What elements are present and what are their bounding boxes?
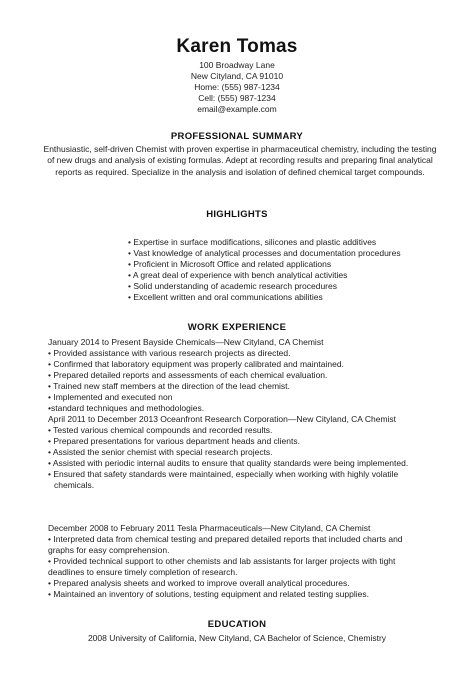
job-entry bbox=[48, 337, 468, 414]
job-bullet: • Implemented and executed non bbox=[48, 392, 173, 402]
summary-text: Enthusiastic, self-driven Chemist with proven expertise in pharmaceutical chemistry, including the testing of new drugs and analysis of existing formulas. Adept at recording results and preparing final analytical reports as required. Specialize in the analysis and isolation of defined chemical target compounds. bbox=[43, 144, 437, 177]
candidate-name: Karen Tomas bbox=[176, 36, 298, 57]
summary-heading: PROFESSIONAL SUMMARY bbox=[170, 131, 304, 142]
job-bullet: graphs for easy comprehension. bbox=[48, 545, 170, 555]
job-bullet: • Tested various chemical compounds and recorded results. bbox=[48, 425, 273, 435]
email-link[interactable]: email@example.com bbox=[197, 104, 277, 114]
job-entry bbox=[48, 414, 468, 491]
job-bullet: deadlines to ensure timely completion of research. bbox=[48, 567, 238, 577]
highlight-item: • Expertise in surface modifications, silicones and plastic additives bbox=[128, 237, 377, 247]
education-entry: 2008 University of California, New Cityland, CA Bachelor of Science, Chemistry bbox=[87, 633, 387, 643]
highlight-item: • Excellent written and oral communications abilities bbox=[128, 292, 323, 303]
job-bullet: • Assisted the senior chemist with special research projects. bbox=[48, 447, 273, 457]
experience-heading: WORK EXPERIENCE bbox=[187, 322, 287, 333]
highlight-item: • Proficient in Microsoft Office and related applications bbox=[128, 259, 332, 270]
education-heading: EDUCATION bbox=[207, 619, 267, 630]
highlight-item: • A great deal of experience with bench analytical activities bbox=[128, 270, 348, 281]
job-bullet: • Prepared presentations for various department heads and clients. bbox=[48, 436, 300, 446]
job-bullet: chemicals. bbox=[54, 480, 95, 490]
highlights-list bbox=[128, 237, 401, 304]
highlight-item: • Vast knowledge of analytical processes and documentation procedures bbox=[128, 248, 401, 259]
highlights-heading: HIGHLIGHTS bbox=[206, 209, 268, 220]
job-bullet: • Prepared analysis sheets and worked to improve overall analytical procedures. bbox=[48, 578, 350, 588]
job-entry bbox=[48, 523, 468, 600]
job-bullet: • Ensured that safety standards were maintained, especially when working with highly volatile bbox=[48, 469, 399, 479]
job-bullet: • Trained new staff members at the direction of the lead chemist. bbox=[48, 381, 290, 391]
home-phone: Home: (555) 987-1234 bbox=[194, 82, 280, 92]
job-bullet: •standard techniques and methodologies. bbox=[48, 403, 205, 413]
job-bullet: • Maintained an inventory of solutions, testing equipment and related testing supplies. bbox=[48, 589, 369, 599]
job-heading: December 2008 to February 2011 Tesla Pharmaceuticals—New Cityland, CA Chemist bbox=[48, 523, 371, 533]
job-bullet: • Prepared detailed reports and assessments of each chemical evaluation. bbox=[48, 370, 328, 380]
job-bullet: • Confirmed that laboratory equipment was properly calibrated and maintained. bbox=[48, 359, 344, 369]
job-bullet: • Provided technical support to other chemists and lab assistants for larger projects with tight bbox=[48, 556, 396, 566]
address-line: 100 Broadway Lane bbox=[199, 60, 275, 70]
job-heading: April 2011 to December 2013 Oceanfront Research Corporation—New Cityland, CA Chemist bbox=[48, 414, 397, 424]
job-heading: January 2014 to Present Bayside Chemicals—New Cityland, CA Chemist bbox=[48, 337, 324, 347]
highlight-item: • Solid understanding of academic research procedures bbox=[128, 281, 337, 292]
job-bullet: • Assisted with periodic internal audits to ensure that quality standards were being implemented. bbox=[48, 458, 409, 468]
cell-phone: Cell: (555) 987-1234 bbox=[198, 93, 276, 103]
job-bullet: • Provided assistance with various research projects as directed. bbox=[48, 348, 291, 358]
city-line: New Cityland, CA 91010 bbox=[190, 71, 284, 81]
contact-block bbox=[0, 60, 474, 115]
job-bullet: • Interpreted data from chemical testing and prepared detailed reports that included charts and bbox=[48, 534, 403, 544]
